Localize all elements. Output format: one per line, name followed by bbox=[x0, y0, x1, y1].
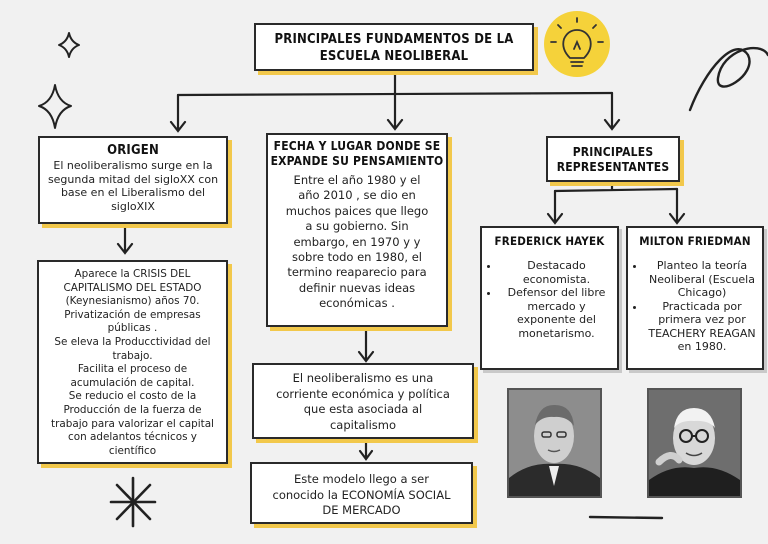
fecha-box bbox=[266, 133, 448, 327]
hayek-list bbox=[486, 259, 613, 340]
hayek-portrait-image bbox=[509, 390, 600, 496]
crisis-box: Aparece la CRISIS DEL CAPITALISMO DEL ESTADO (Keynesianismo) años 70. Privatización de empresas públicas . Se eleva la Producctividad del trabajo. Facilita el proceso de acumulación de capital. Se reducio el costo de la Producción de la fuerza de trabajo para valorizar el capital con adelantos técnicos y científico bbox=[37, 260, 228, 464]
corriente-box: El neoliberalismo es una corriente económica y política que esta asociada al capitalismo bbox=[252, 363, 474, 439]
fecha-text: Entre el año 1980 y el año 2010 , se dio en muchos paices que llego a su gobierno. Sin embargo, en 1970 y y sobre todo en 1980, el termino reaparecio para definir nuevas ideas económicas . bbox=[285, 173, 429, 311]
friedman-item: • Practicada por primera vez por TEACHERY REAGAN en 1980. bbox=[646, 300, 758, 354]
underline-doodle bbox=[590, 517, 662, 518]
representantes-box: PRINCIPALES REPRESENTANTES bbox=[546, 136, 680, 182]
arrow-to-fecha bbox=[388, 93, 402, 129]
origen-text: El neoliberalismo surge en la segunda mitad del sigloXX con base en el Liberalismo del sigloXIX bbox=[47, 159, 219, 213]
arrow-to-origen bbox=[171, 95, 185, 131]
main-title-line2: ESCUELA NEOLIBERAL bbox=[319, 49, 469, 64]
friedman-portrait-image bbox=[649, 390, 740, 496]
origen-box bbox=[38, 136, 228, 224]
hayek-name: FREDERICK HAYEK bbox=[494, 234, 605, 248]
lightbulb-icon bbox=[544, 11, 610, 77]
sparkle-small-icon bbox=[59, 33, 79, 57]
loop-doodle-icon bbox=[690, 48, 768, 110]
hayek-box bbox=[480, 226, 619, 370]
hayek-item: • Destacado economista. bbox=[500, 259, 613, 286]
arrow-to-representantes bbox=[605, 93, 619, 129]
friedman-list bbox=[632, 259, 758, 354]
arrow-to-modelo bbox=[360, 442, 372, 459]
friedman-item: • Planteo la teoría Neoliberal (Escuela Chicago) bbox=[646, 259, 758, 300]
arrow-to-crisis bbox=[118, 223, 132, 253]
main-title-line1: PRINCIPALES FUNDAMENTOS DE LA bbox=[274, 32, 514, 47]
arrow-to-hayek bbox=[548, 191, 562, 223]
main-title-box bbox=[254, 23, 534, 71]
hayek-item: • Defensor del libre mercado y exponente del monetarismo. bbox=[500, 286, 613, 340]
rep-connector bbox=[555, 183, 677, 191]
asterisk-doodle-icon bbox=[111, 478, 155, 526]
friedman-box bbox=[626, 226, 764, 370]
hayek-portrait bbox=[507, 388, 602, 498]
arrow-to-corriente bbox=[359, 328, 373, 361]
sparkle-large-icon bbox=[39, 85, 71, 128]
origen-title: ORIGEN bbox=[107, 143, 159, 158]
arrow-to-friedman bbox=[670, 189, 684, 223]
fecha-title: FECHA Y LUGAR DONDE SE EXPANDE SU PENSAMIENTO bbox=[270, 139, 444, 168]
friedman-portrait bbox=[647, 388, 742, 498]
modelo-box: Este modelo llego a ser conocido la ECONOMÍA SOCIAL DE MERCADO bbox=[250, 462, 473, 524]
friedman-name: MILTON FRIEDMAN bbox=[639, 234, 751, 248]
